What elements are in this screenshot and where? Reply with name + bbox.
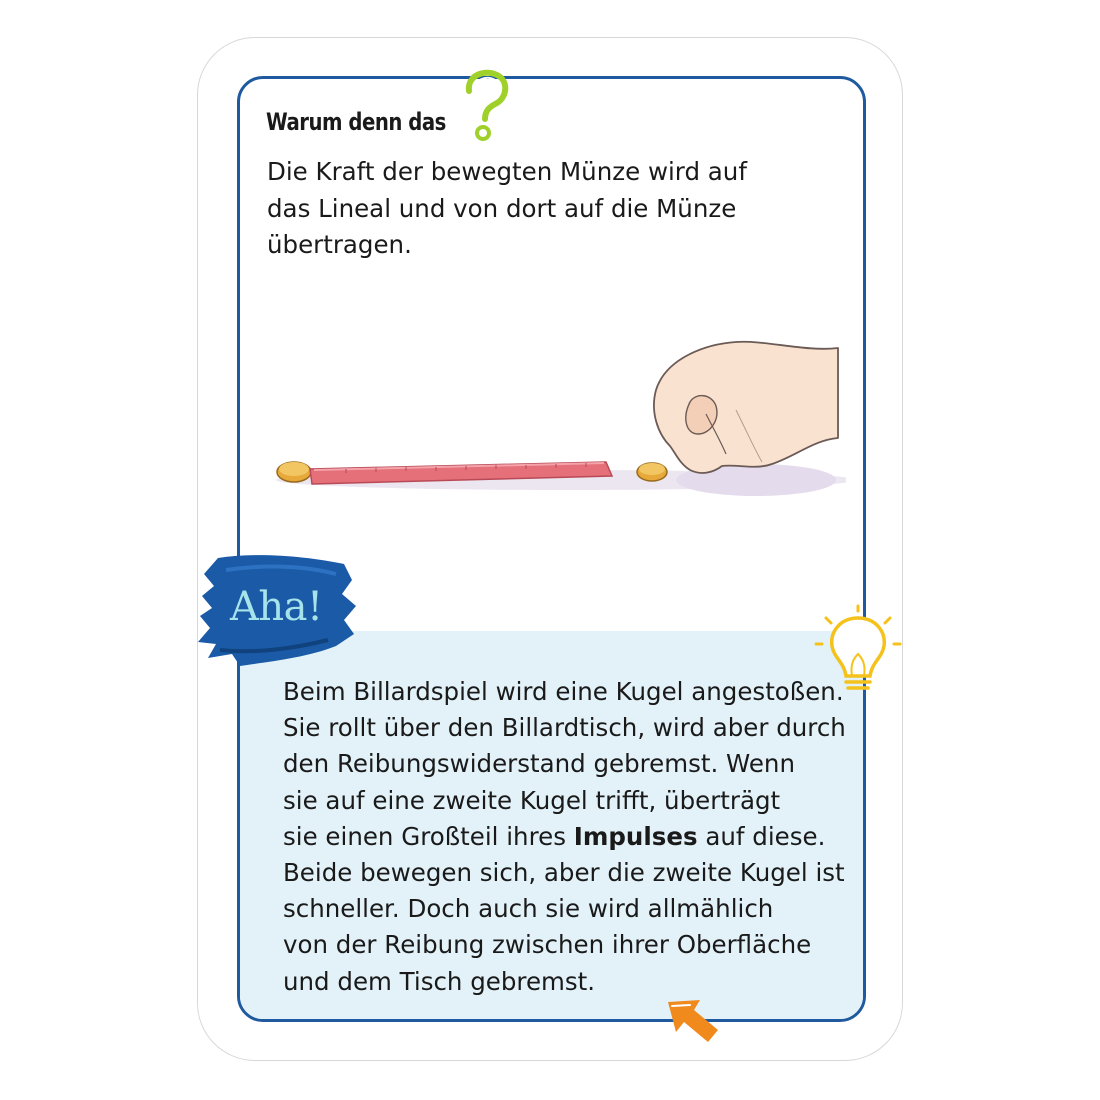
intro-line: übertragen. [267,230,412,259]
body-text-fragment: sie einen Großteil ihres [283,821,574,851]
body-line: Beim Billardspiel wird eine Kugel angestoßen. [283,677,844,706]
intro-line: das Lineal und von dort auf die Münze [267,193,737,223]
body-line: den Reibungswiderstand gebremst. Wenn [283,749,795,779]
body-line [283,819,858,855]
hand-flicking-coin-ruler-illustration [266,330,846,510]
aha-explanation [283,674,858,1000]
intro-text [267,154,827,264]
body-line: schneller. Doch auch sie wird allmählich [283,894,774,924]
question-mark-icon [455,67,515,145]
body-line: sie auf eine zweite Kugel trifft, überträgt [283,785,781,815]
section-heading: Warum denn das [266,108,446,136]
body-line: und dem Tisch gebremst. [283,966,596,996]
intro-line: Die Kraft der bewegten Münze wird auf [267,157,747,186]
body-text-fragment: auf diese. [697,821,826,851]
body-line: Sie rollt über den Billardtisch, wird aber durch [283,713,846,743]
body-line: von der Reibung zwischen ihrer Oberfläche [283,930,812,960]
body-line: Beide bewegen sich, aber die zweite Kugel ist [283,858,845,888]
aha-label: Aha! [230,584,323,630]
keyword-impulses: Impulses [573,821,698,851]
next-card-arrow-icon [660,996,722,1046]
